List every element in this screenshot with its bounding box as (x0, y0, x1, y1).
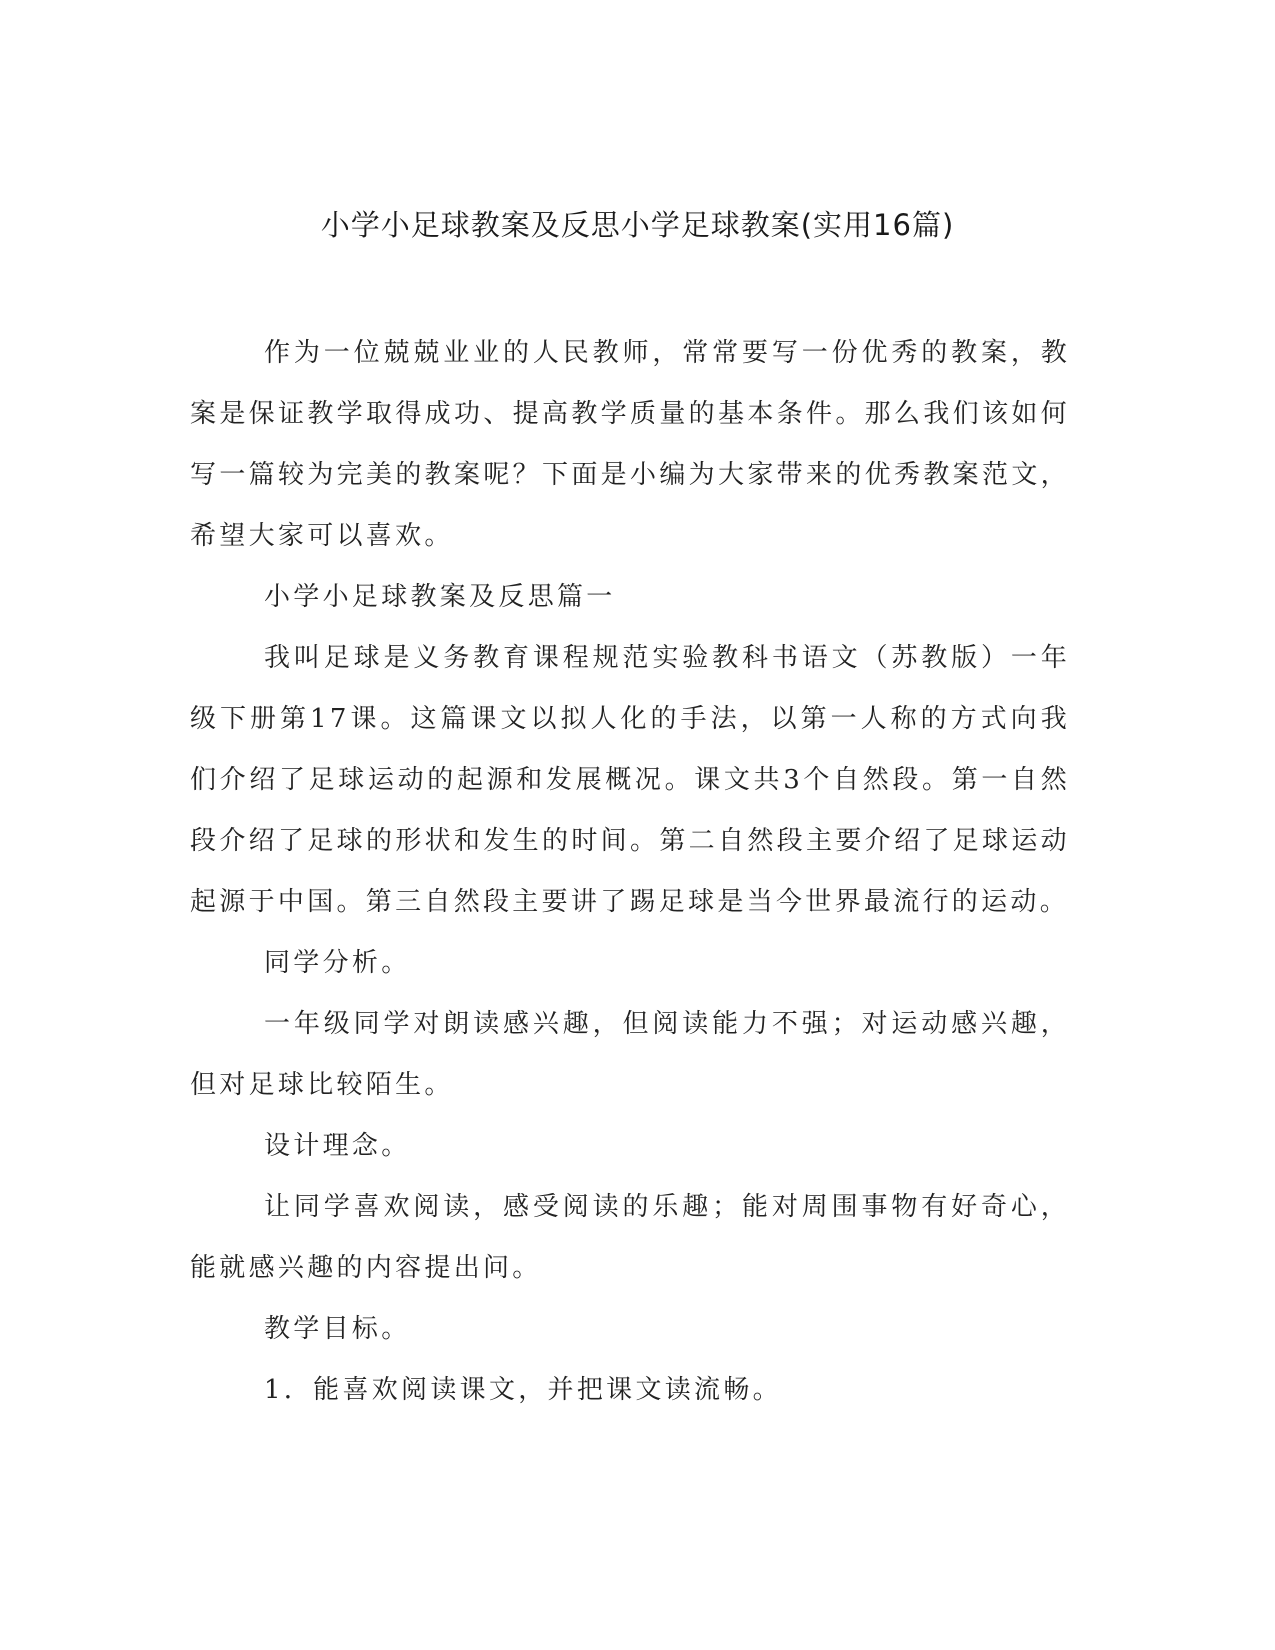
teaching-goal-item: 1．能喜欢阅读课文，并把课文读流畅。 (264, 1375, 782, 1405)
teaching-goals-heading: 教学目标。 (264, 1314, 411, 1344)
section-heading: 小学小足球教案及反思篇一 (264, 582, 616, 612)
intro-paragraph: 作为一位兢兢业业的人民教师，常常要写一份优秀的教案，教案是保证教学取得成功、提高教学质量的基本条件。那么我们该如何写一篇较为完美的教案呢？下面是小编为大家带来的优秀教案范文，希望大家可以喜欢。 (190, 338, 1070, 551)
student-analysis-paragraph: 一年级同学对朗读感兴趣，但阅读能力不强；对运动感兴趣，但对足球比较陌生。 (190, 1009, 1070, 1100)
design-concept-paragraph: 让同学喜欢阅读，感受阅读的乐趣；能对周围事物有好奇心，能就感兴趣的内容提出问。 (190, 1192, 1070, 1283)
student-analysis-heading: 同学分析。 (264, 948, 411, 978)
lesson-overview-paragraph: 我叫足球是义务教育课程规范实验教科书语文（苏教版）一年级下册第17课。这篇课文以拟人化的手法，以第一人称的方式向我们介绍了足球运动的起源和发展概况。课文共3个自然段。第一自然段介绍了足球的形状和发生的时间。第二自然段主要介绍了足球运动起源于中国。第三自然段主要讲了踢足球是当今世界最流行的运动。 (190, 643, 1070, 917)
document-title: 小学小足球教案及反思小学足球教案(实用16篇) (320, 208, 955, 242)
design-concept-heading: 设计理念。 (264, 1131, 411, 1161)
document-body (190, 323, 1070, 1421)
